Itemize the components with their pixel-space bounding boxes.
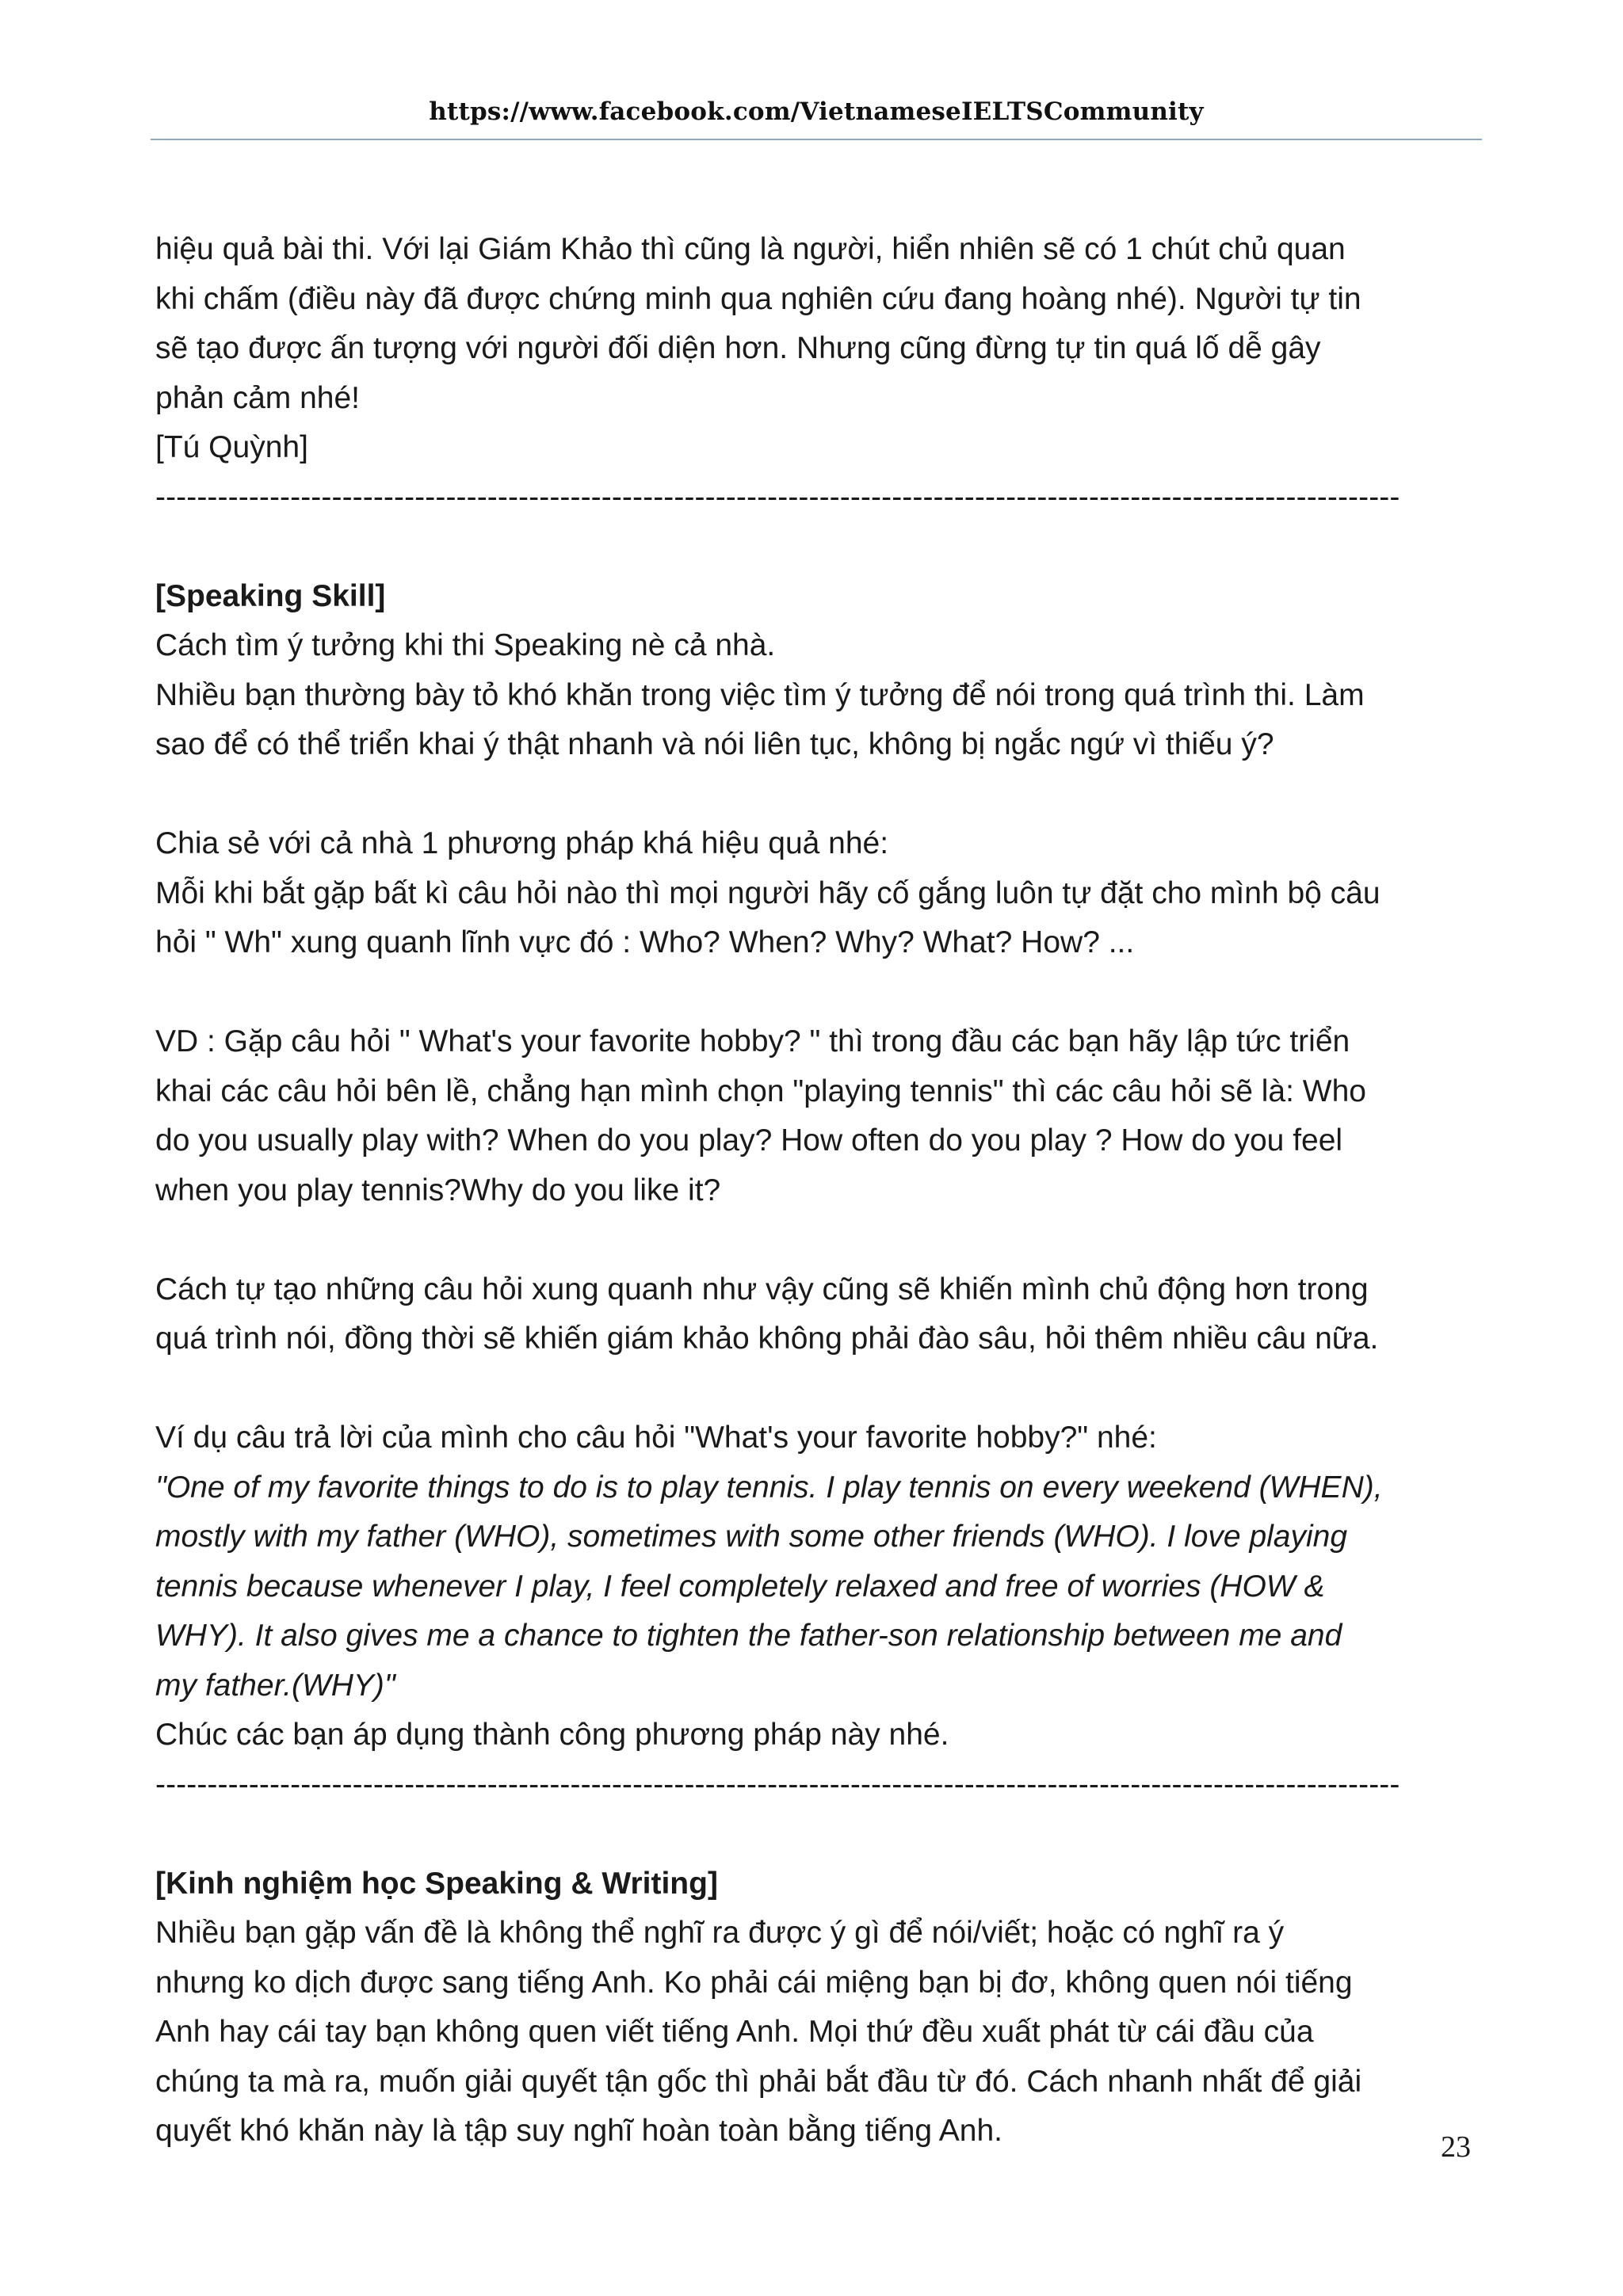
text-line: sao để có thể triển khai ý thật nhanh và nói liên tục, không bị ngắc ngứ vì thiếu ý? <box>155 727 1274 761</box>
header-url: https://www.facebook.com/VietnameseIELTSCommunity <box>429 97 1204 126</box>
text-line: hỏi " Wh" xung quanh lĩnh vực đó : Who? When? Why? What? How? ... <box>155 925 1135 959</box>
section-separator: ------------------------------------------------------------------------------------------------------------------------ <box>155 1767 1400 1802</box>
text-line: khi chấm (điều này đã được chứng minh qua nghiên cứu đang hoàng nhé). Người tự tin <box>155 281 1361 316</box>
text-line: khai các câu hỏi bên lề, chẳng hạn mình chọn "playing tennis" thì các câu hỏi sẽ là: Who <box>155 1074 1366 1108</box>
page-body <box>155 225 1495 2157</box>
example-answer-line: mostly with my father (WHO), sometimes with some other friends (WHO). I love playing <box>155 1520 1348 1554</box>
text-line: nhưng ko dịch được sang tiếng Anh. Ko phải cái miệng bạn bị đơ, không quen nói tiếng <box>155 1965 1353 2000</box>
page-number: 23 <box>1441 2130 1471 2164</box>
intro-paragraph <box>155 225 1495 473</box>
text-line: quá trình nói, đồng thời sẽ khiến giám khảo không phải đào sâu, hỏi thêm nhiều câu nữa. <box>155 1322 1379 1356</box>
text-line: Mỗi khi bắt gặp bất kì câu hỏi nào thì mọi người hãy cố gắng luôn tự đặt cho mình bộ câu <box>155 875 1381 910</box>
text-line: Ví dụ câu trả lời của mình cho câu hỏi "What's your favorite hobby?" nhé: <box>155 1421 1157 1455</box>
blank-line <box>155 1810 1495 1859</box>
blank-line <box>155 522 1495 572</box>
text-line: do you usually play with? When do you play? How often do you play ? How do you feel <box>155 1123 1343 1158</box>
text-line: when you play tennis?Why do you like it? <box>155 1173 721 1207</box>
text-line: Nhiều bạn gặp vấn đề là không thể nghĩ ra được ý gì để nói/viết; hoặc có nghĩ ra ý <box>155 1916 1285 1950</box>
section-separator: ------------------------------------------------------------------------------------------------------------------------ <box>155 479 1400 514</box>
text-line: Nhiều bạn thường bày tỏ khó khăn trong việc tìm ý tưởng để nói trong quá trình thi. Làm <box>155 677 1365 712</box>
text-line: chúng ta mà ra, muốn giải quyết tận gốc thì phải bắt đầu từ đó. Cách nhanh nhất để giải <box>155 2064 1362 2099</box>
example-answer-line: my father.(WHY)" <box>155 1668 395 1703</box>
text-line: Chúc các bạn áp dụng thành công phương pháp này nhé. <box>155 1718 949 1752</box>
blank-line <box>155 770 1495 820</box>
section-heading-experience: [Kinh nghiệm học Speaking & Writing] <box>155 1866 718 1901</box>
blank-line <box>155 1215 1495 1265</box>
text-line: VD : Gặp câu hỏi " What's your favorite hobby? " thì trong đầu các bạn hãy lập tức triển <box>155 1024 1350 1058</box>
text-line: Anh hay cái tay bạn không quen viết tiếng Anh. Mọi thứ đều xuất phát từ cái đầu của <box>155 2015 1314 2049</box>
text-line: Cách tự tạo những câu hỏi xung quanh như vậy cũng sẽ khiến mình chủ động hơn trong <box>155 1272 1369 1306</box>
text-line: quyết khó khăn này là tập suy nghĩ hoàn toàn bằng tiếng Anh. <box>155 2114 1002 2148</box>
example-answer-line: WHY). It also gives me a chance to tighten the father-son relationship between me and <box>155 1619 1342 1653</box>
text-line: Cách tìm ý tưởng khi thi Speaking nè cả nhà. <box>155 628 776 662</box>
text-line: Chia sẻ với cả nhà 1 phương pháp khá hiệu quả nhé: <box>155 826 889 860</box>
header-divider <box>151 139 1482 140</box>
blank-line <box>155 968 1495 1018</box>
example-answer-line: "One of my favorite things to do is to play tennis. I play tennis on every weekend (WHEN), <box>155 1470 1383 1505</box>
text-line: phản cảm nhé! <box>155 380 361 415</box>
text-line: sẽ tạo được ấn tượng với người đối diện hơn. Nhưng cũng đừng tự tin quá lố dễ gây <box>155 331 1321 365</box>
example-answer-line: tennis because whenever I play, I feel completely relaxed and free of worries (HOW & <box>155 1569 1325 1604</box>
text-line: hiệu quả bài thi. Với lại Giám Khảo thì cũng là người, hiển nhiên sẽ có 1 chút chủ quan <box>155 232 1346 266</box>
blank-line <box>155 1364 1495 1414</box>
section-heading-speaking: [Speaking Skill] <box>155 578 386 613</box>
author-signature: [Tú Quỳnh] <box>155 430 308 464</box>
